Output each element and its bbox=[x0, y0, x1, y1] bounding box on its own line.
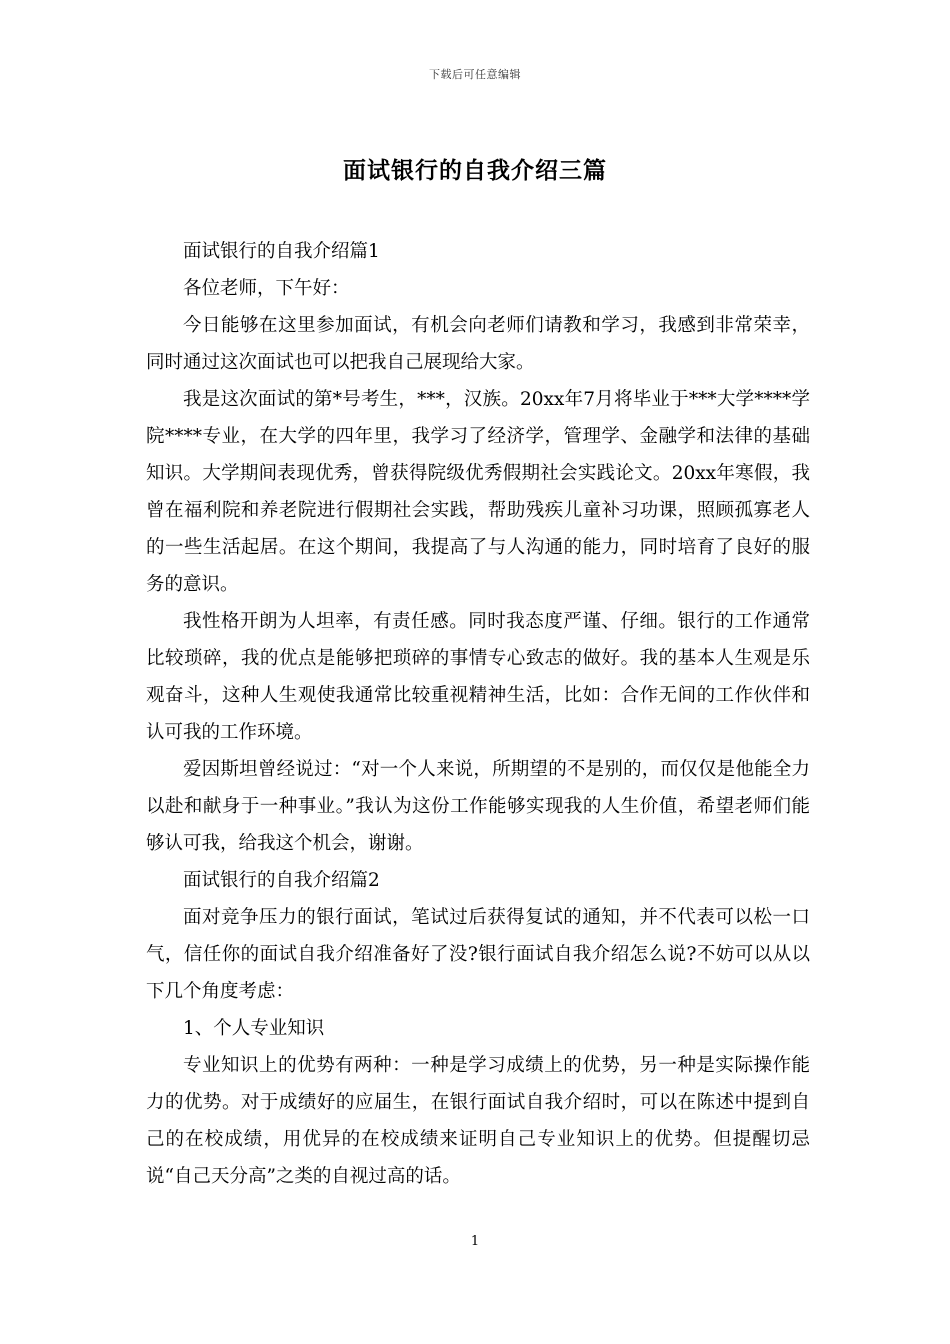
section-heading-1: 面试银行的自我介绍篇1 bbox=[183, 241, 380, 262]
paragraph: 面对竞争压力的银行面试，笔试过后获得复试的通知，并不代表可以松一口气，信任你的面试自我介绍准备好了没?银行面试自我介绍怎么说?不妨可以从以下几个角度考虑： bbox=[146, 907, 810, 1002]
paragraph: 今日能够在这里参加面试，有机会向老师们请教和学习，我感到非常荣幸，同时通过这次面试也可以把我自己展现给大家。 bbox=[146, 315, 810, 373]
document-title: 面试银行的自我介绍三篇 bbox=[343, 157, 607, 184]
section-heading-2: 面试银行的自我介绍篇2 bbox=[183, 870, 380, 891]
subsection-heading: 1、个人专业知识 bbox=[183, 1018, 325, 1039]
paragraph: 各位老师，下午好： bbox=[183, 278, 350, 299]
paragraph: 我性格开朗为人坦率，有责任感。同时我态度严谨、仔细。银行的工作通常比较琐碎，我的优点是能够把琐碎的事情专心致志的做好。我的基本人生观是乐观奋斗，这种人生观使我通常比较重视精神生活，比如：合作无间的工作伙伴和认可我的工作环境。 bbox=[146, 611, 810, 743]
page-number: 1 bbox=[470, 1234, 480, 1249]
document-body bbox=[146, 233, 810, 1195]
header-note: 下载后可任意编辑 bbox=[429, 68, 521, 81]
paragraph: 专业知识上的优势有两种：一种是学习成绩上的优势，另一种是实际操作能力的优势。对于成绩好的应届生，在银行面试自我介绍时，可以在陈述中提到自己的在校成绩，用优异的在校成绩来证明自己专业知识上的优势。但提醒切忌说“自己天分高”之类的自视过高的话。 bbox=[146, 1055, 810, 1187]
paragraph: 爱因斯坦曾经说过：“对一个人来说，所期望的不是别的，而仅仅是他能全力以赴和献身于一种事业。”我认为这份工作能够实现我的人生价值，希望老师们能够认可我，给我这个机会，谢谢。 bbox=[146, 759, 810, 854]
paragraph: 我是这次面试的第*号考生，***，汉族。20xx年7月将毕业于***大学****学院****专业，在大学的四年里，我学习了经济学，管理学、金融学和法律的基础知识。大学期间表现优秀，曾获得院级优秀假期社会实践论文。20xx年寒假，我曾在福利院和养老院进行假期社会实践，帮助残疾儿童补习功课，照顾孤寡老人的一些生活起居。在这个期间，我提高了与人沟通的能力，同时培育了良好的服务的意识。 bbox=[146, 389, 810, 595]
